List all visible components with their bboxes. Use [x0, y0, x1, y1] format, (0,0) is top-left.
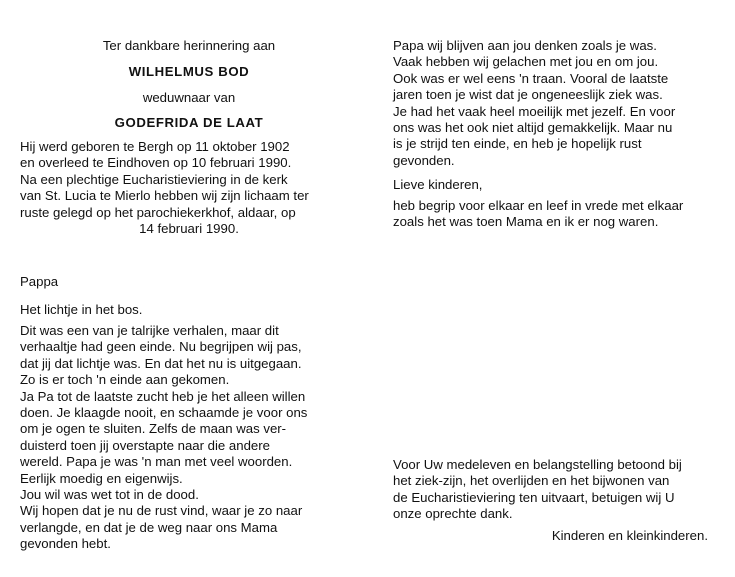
- poem-line: duisterd toen jij overstapte naar die andere: [20, 437, 270, 453]
- text-line: jaren toen je wist dat je ongeneeslijk ziek was.: [393, 87, 663, 103]
- poem-line: verhaaltje had geen einde. Nu begrijpen wij pas,: [20, 339, 302, 355]
- bio-line: Na een plechtige Eucharistieviering in de kerk: [20, 171, 288, 187]
- text-line: ons was het ook niet altijd gemakkelijk. Maar nu: [393, 120, 673, 136]
- deceased-name: WILHELMUS BOD: [128, 64, 250, 79]
- poem-line: Zo is er toch 'n einde aan gekomen.: [20, 372, 230, 388]
- bio-line: ruste gelegd op het parochiekerkhof, aldaar, op: [20, 204, 296, 220]
- poem-line: Jou wil was wet tot in de dood.: [20, 487, 199, 503]
- poem-line: Dit was een van je talrijke verhalen, maar dit: [20, 323, 279, 338]
- poem-subtitle: Het lichtje in het bos.: [20, 302, 143, 317]
- text-line: Ook was er wel eens 'n traan. Vooral de laatste: [393, 70, 669, 86]
- poem-heading: Pappa: [20, 274, 59, 289]
- poem-line: Wij hopen dat je nu de rust vind, waar je zo naar: [20, 503, 303, 519]
- poem-line: doen. Je klaagde nooit, en schaamde je voor ons: [20, 405, 308, 421]
- biography: [20, 139, 358, 237]
- poem-line: verlangde, en dat je de weg naar ons Mama: [20, 519, 278, 535]
- text-line: Vaak hebben wij gelachen met jou en om jou.: [393, 54, 659, 70]
- bio-line: en overleed te Eindhoven op 10 februari 1990.: [20, 155, 292, 171]
- poem-line: gevonden hebt.: [20, 536, 111, 552]
- paragraph-children: [393, 198, 708, 231]
- text-line: het ziek-zijn, het overlijden en het bijwonen van: [393, 473, 670, 489]
- poem-line: om je ogen te sluiten. Zelfs de maan was ver-: [20, 421, 287, 437]
- greeting: Lieve kinderen,: [393, 177, 483, 192]
- text-line: gevonden.: [393, 152, 455, 168]
- text-line: de Eucharistieviering ten uitvaart, betuigen wij U: [393, 489, 675, 505]
- signature: Kinderen en kleinkinderen.: [551, 528, 708, 543]
- poem-line: wereld. Papa je was 'n man met veel woorden.: [20, 454, 293, 470]
- relation-line: weduwnaar van: [142, 90, 236, 105]
- poem-body: [20, 323, 358, 553]
- text-line: Je had het vaak heel moeilijk met jezelf. En voor: [393, 103, 676, 119]
- bio-date: 14 februari 1990.: [139, 221, 239, 237]
- bio-line: van St. Lucia te Mierlo hebben wij zijn lichaam ter: [20, 188, 309, 204]
- intro-line: Ter dankbare herinnering aan: [102, 38, 276, 53]
- text-line: is je strijd ten einde, en heb je hopelijk rust: [393, 136, 642, 152]
- text-line: zoals het was toen Mama en ik er nog waren.: [393, 214, 659, 230]
- poem-line: Eerlijk moedig en eigenwijs.: [20, 470, 183, 486]
- poem-line: dat jij dat lichtje was. En dat het nu is uitgegaan.: [20, 355, 302, 371]
- text-line: heb begrip voor elkaar en leef in vrede met elkaar: [393, 198, 684, 213]
- spouse-name: GODEFRIDA DE LAAT: [114, 115, 264, 130]
- bio-line: Hij werd geboren te Bergh op 11 oktober 1902: [20, 139, 290, 154]
- paragraph-remembrance: [393, 38, 708, 169]
- text-line: onze oprechte dank.: [393, 506, 513, 522]
- thanks-paragraph: [393, 457, 708, 523]
- poem-line: Ja Pa tot de laatste zucht heb je het alleen willen: [20, 388, 306, 404]
- text-line: Papa wij blijven aan jou denken zoals je was.: [393, 38, 657, 53]
- text-line: Voor Uw medeleven en belangstelling betoond bij: [393, 457, 682, 472]
